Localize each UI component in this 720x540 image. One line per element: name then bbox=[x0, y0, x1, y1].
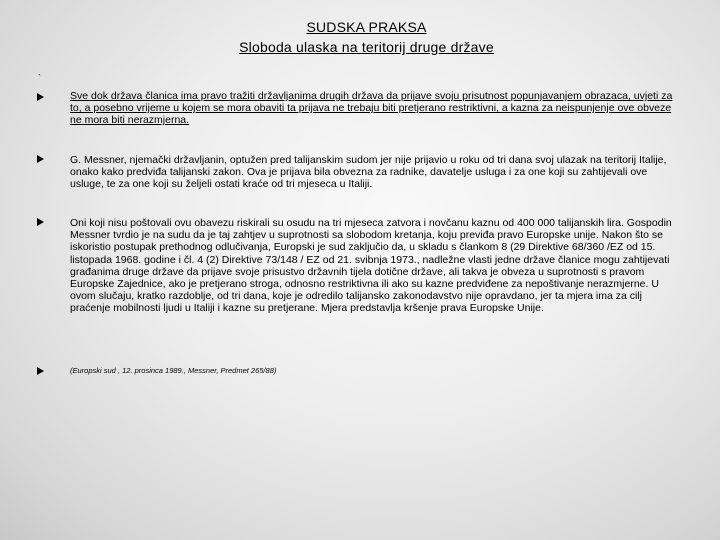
triangle-bullet-icon bbox=[37, 367, 44, 375]
bullet-item-1 bbox=[37, 90, 697, 127]
bullet-text-1: Sve dok država članica ima pravo tražiti državljanima drugih država da prijave svoju prisutnost popunjavanjem obrazaca, uvjeti za to, a posebno vrijeme u kojem se mora obaviti ta prijava ne trebaju biti pretjerano restriktivni, a kazna za neispunjenje ove obveze ne mora biti nerazmjerna. bbox=[70, 90, 673, 127]
triangle-bullet-icon bbox=[37, 218, 44, 226]
bullet-text-2: G. Messner, njemački državljanin, optužen pred talijanskim sudom jer nije prijavio u roku od tri dana svoj ulazak na teritorij Italije, onako kako predviđa talijanski zakon. Ova je prijava bila obvezna za radnike, davatelje usluga i za one koji su zahtijevali ove usluge, te za one koji su željeli ostati kraće od tri mjeseca u Italiji. bbox=[70, 154, 667, 191]
title-line-1: SUDSKA PRAKSA bbox=[306, 19, 427, 35]
title-line-2: Sloboda ulaska na teritorij druge države bbox=[239, 39, 494, 55]
bullet-text-3: Oni koji nisu poštovali ovu obavezu riskirali su osudu na tri mjeseca zatvora i novčanu kaznu od 400 000 talijanskih lira. Gospodin Messner tvrdio je na sudu da je taj zahtjev u suprotnosti sa slobodom kretanja, koju previđa pravo Europske unije. Nakon što se iskoristio postupak prethodnog odlučivanja, Europski je sud zaključio da, u skladu s člankom 8 (29 Direktive 68/360 /EZ od 15. listopada 1968. godine i čl. 4 (2) Direktive 73/148 / EZ od 21. svibnja 1973., nadležne vlasti jedne države članice mogu zahtijevati građanima druge države da prijave svoje prisustvo državnih tijela dotične države, ali takva je obveza u suprotnosti s pravom Europske Zajednice, ako je pretjerano stroga, odnosno restriktivna ili ako su kazne predviđene za nepoštivanje nerazmjerne. U ovom slučaju, kratko razdoblje, od tri dana, koje je odredilo talijansko zakonodavstvo nije opravdano, jer ta mjera ima za cilj praćenje mobilnosti ljudi u Italiji i kazne su pretjerane. Mjera predstavlja kršenje prava Europske Unije. bbox=[70, 217, 672, 315]
citation-text: (Europski sud , 12. prosinca 1989., Messner, Predmet 265/88) bbox=[70, 366, 277, 375]
triangle-bullet-icon bbox=[37, 155, 44, 163]
slide-title bbox=[0, 17, 720, 57]
bullet-item-3 bbox=[37, 217, 697, 315]
stray-mark: ` bbox=[38, 73, 41, 83]
bullet-item-2 bbox=[37, 154, 697, 191]
triangle-bullet-icon bbox=[37, 93, 44, 101]
bullet-item-4 bbox=[37, 366, 697, 376]
